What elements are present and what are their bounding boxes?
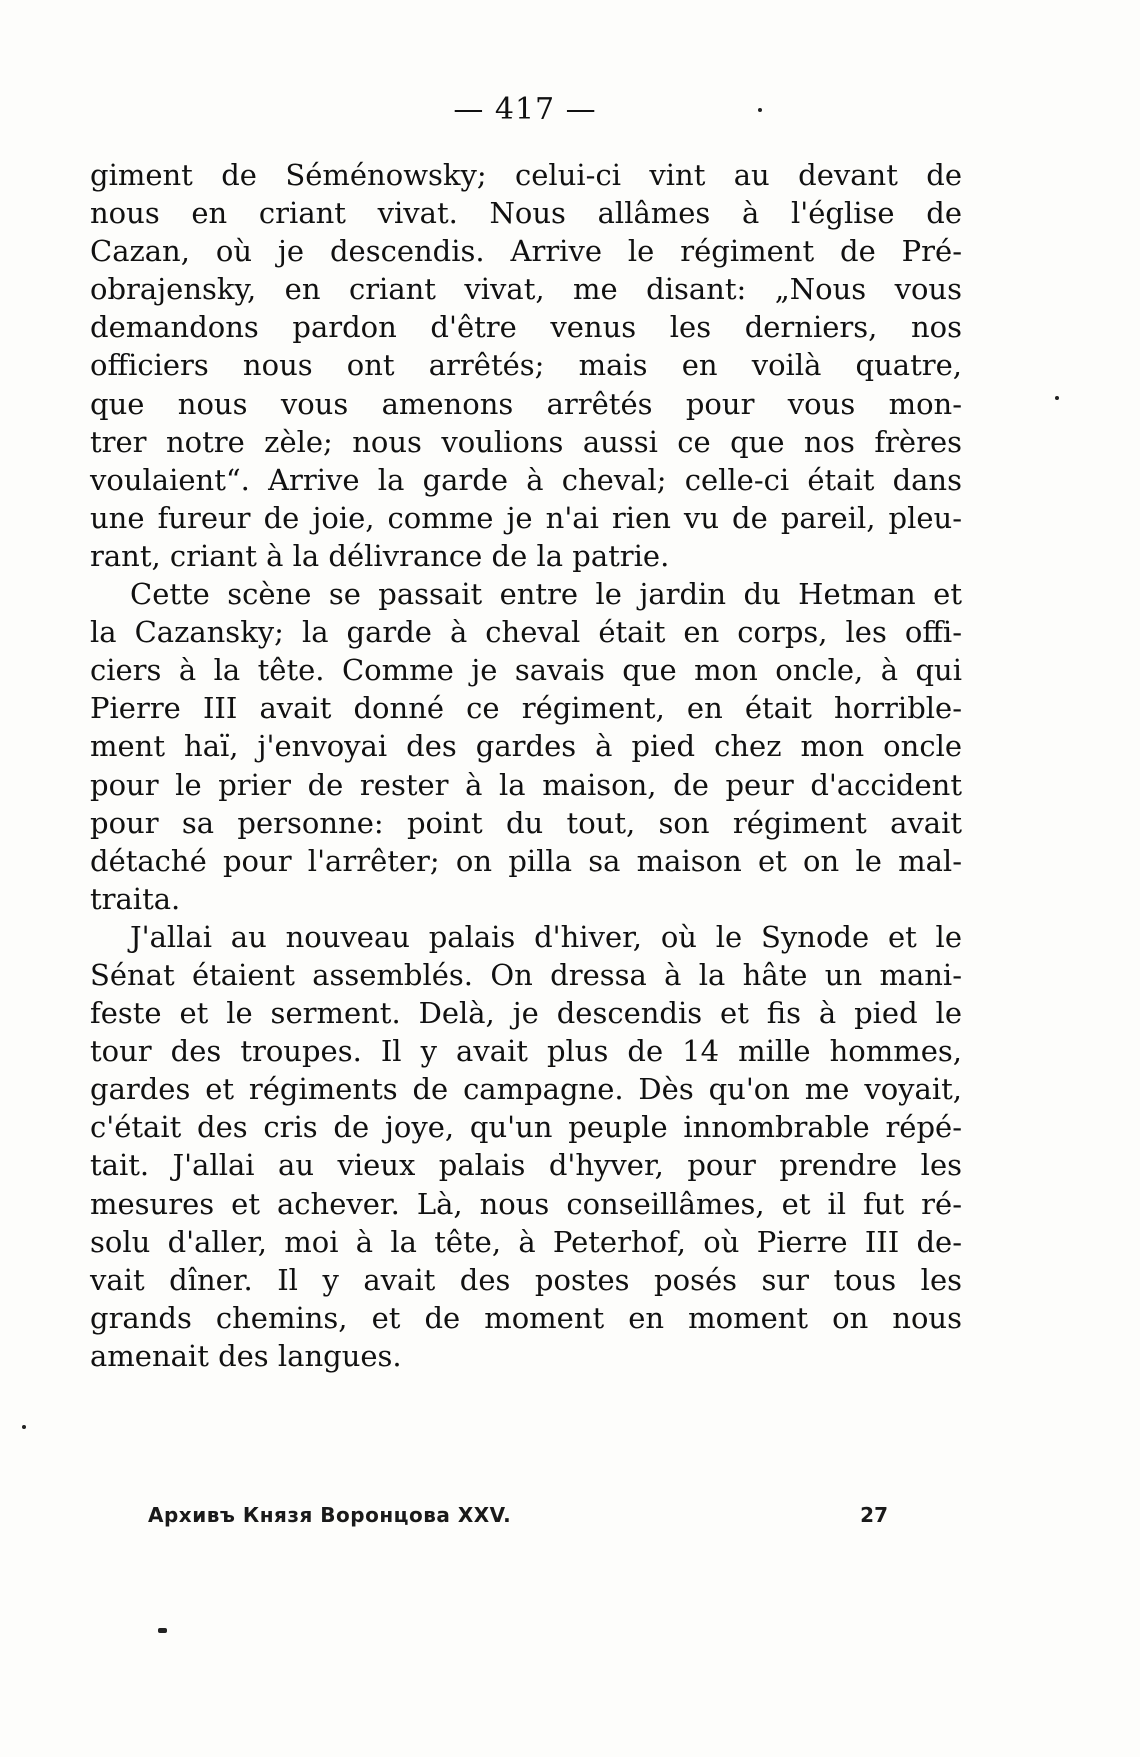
paragraph-first-line: Cette scène se passait entre le jardin du Hetman et — [130, 577, 962, 612]
text-line: ciers à la tête. Comme je savais que mon oncle, à qui — [90, 653, 962, 688]
scan-speck — [158, 1628, 167, 1633]
text-line: Cazan, où je descendis. Arrive le régiment de Pré- — [90, 234, 962, 269]
text-line: amenait des langues. — [90, 1338, 402, 1373]
text-line: feste et le serment. Delà, je descendis et fis à pied le — [90, 996, 962, 1031]
text-line: la Cazansky; la garde à cheval était en corps, les offi- — [90, 615, 962, 650]
text-line: rant, criant à la délivrance de la patrie. — [90, 538, 670, 573]
text-line: Pierre III avait donné ce régiment, en était horrible- — [90, 691, 962, 726]
text-line: vait dîner. Il y avait des postes posés sur tous les — [90, 1262, 962, 1297]
text-line: demandons pardon d'être venus les derniers, nos — [90, 310, 962, 345]
text-line: Sénat étaient assemblés. On dressa à la hâte un mani- — [90, 957, 962, 992]
signature-mark: Архивъ Князя Воронцова XXV. — [148, 1503, 512, 1527]
text-line: pour le prier de rester à la maison, de peur d'accident — [90, 767, 962, 802]
scan-speck — [758, 108, 762, 112]
scan-speck — [1055, 396, 1059, 400]
text-line: tait. J'allai au vieux palais d'hyver, pour prendre les — [90, 1148, 962, 1183]
text-line: gardes et régiments de campagne. Dès qu'on me voyait, — [90, 1072, 962, 1107]
text-line: grands chemins, et de moment en moment on nous — [90, 1300, 962, 1335]
body-text — [90, 156, 962, 1375]
scan-speck — [22, 1425, 26, 1429]
text-line: nous en criant vivat. Nous allâmes à l'église de — [90, 196, 962, 231]
text-line: tour des troupes. Il y avait plus de 14 mille hommes, — [90, 1034, 962, 1069]
text-line: une fureur de joie, comme je n'ai rien vu de pareil, pleu- — [90, 500, 962, 535]
text-line: officiers nous ont arrêtés; mais en voilà quatre, — [90, 348, 962, 383]
text-line: mesures et achever. Là, nous conseillâmes, et il fut ré- — [90, 1186, 962, 1221]
text-line: solu d'aller, moi à la tête, à Peterhof, où Pierre III de- — [90, 1224, 962, 1259]
text-line: détaché pour l'arrêter; on pilla sa maison et on le mal- — [90, 843, 962, 878]
paragraph-first-line: J'allai au nouveau palais d'hiver, où le Synode et le — [130, 919, 962, 954]
text-line: giment de Séménowsky; celui-ci vint au devant de — [90, 158, 962, 192]
text-line: obrajensky, en criant vivat, me disant: „Nous vous — [90, 272, 962, 307]
page-number: — 417 — — [453, 92, 597, 127]
text-line: que nous vous amenons arrêtés pour vous mon- — [90, 386, 962, 421]
text-line: pour sa personne: point du tout, son régiment avait — [90, 805, 962, 840]
text-line: trer notre zèle; nous voulions aussi ce que nos frères — [90, 424, 962, 459]
text-line: traita. — [90, 881, 181, 916]
text-line: voulaient“. Arrive la garde à cheval; celle-ci était dans — [90, 462, 962, 497]
text-line: c'était des cris de joye, qu'un peuple innombrable répé- — [90, 1110, 962, 1145]
sheet-number: 27 — [860, 1503, 888, 1527]
text-line: ment haï, j'envoyai des gardes à pied chez mon oncle — [90, 729, 962, 764]
